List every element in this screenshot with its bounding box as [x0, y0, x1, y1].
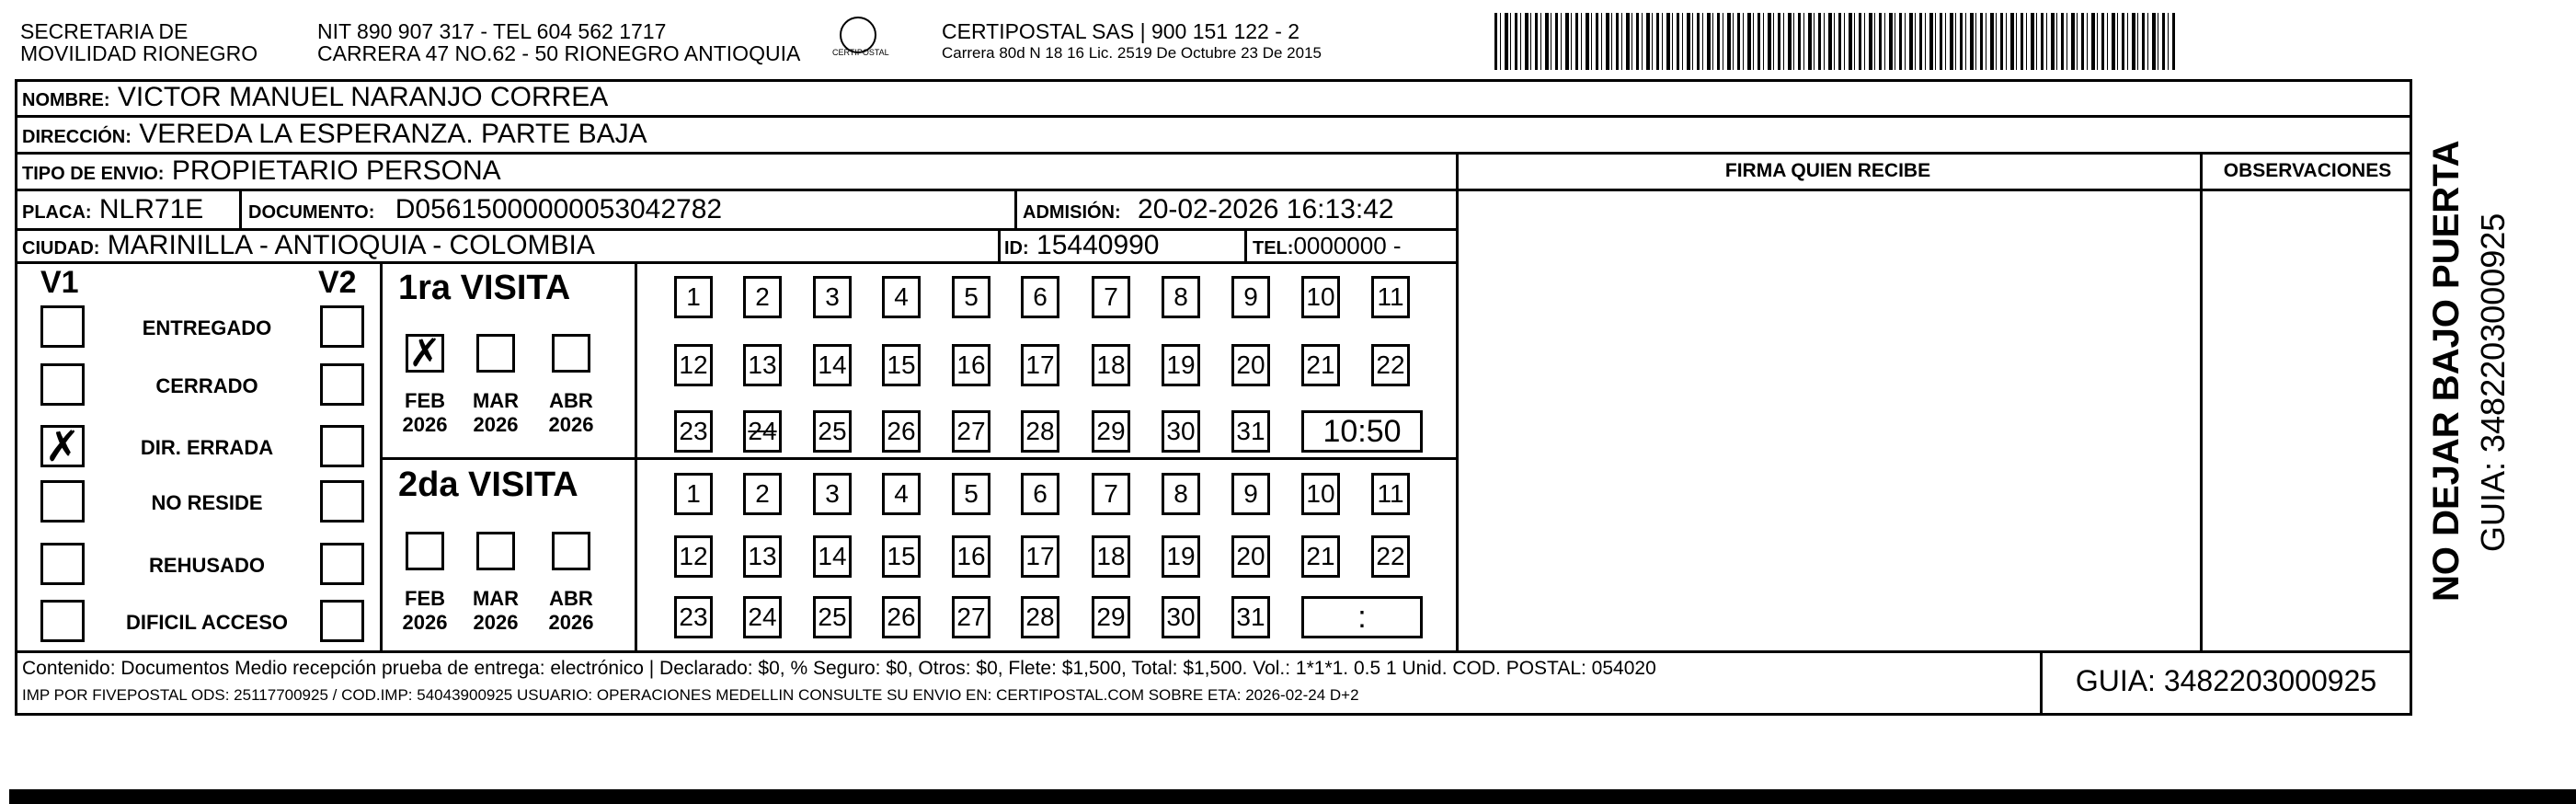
admision-field [1023, 193, 1394, 229]
day-box[interactable]: 8 [1162, 276, 1200, 318]
time-box[interactable]: 10:50 [1301, 410, 1423, 453]
month-name: FEB [405, 587, 445, 610]
id-value: 15440990 [1036, 230, 1160, 260]
logo-text: CERTIPOSTAL [832, 48, 889, 57]
day-box[interactable]: 31 [1231, 410, 1270, 453]
day-box[interactable]: 19 [1162, 344, 1200, 386]
day-box[interactable]: 21 [1301, 535, 1340, 578]
day-box[interactable]: 13 [743, 535, 782, 578]
month-checkbox[interactable] [476, 532, 515, 570]
day-box[interactable]: 16 [952, 535, 990, 578]
sender-line2: MOVILIDAD RIONEGRO [20, 41, 258, 65]
v2-checkbox[interactable] [320, 305, 364, 348]
day-box[interactable]: 28 [1021, 596, 1059, 638]
month-checkbox[interactable] [552, 334, 590, 373]
v2-checkbox[interactable] [320, 363, 364, 406]
ciudad-label: CIUDAD: [22, 238, 100, 258]
ciudad-field [22, 229, 595, 265]
col-divider [1014, 189, 1017, 228]
bottom-bar [9, 789, 2576, 804]
documento-field [248, 193, 722, 229]
reason-label: DIR. ERRADA [140, 436, 274, 459]
day-box[interactable]: 8 [1162, 473, 1200, 515]
day-box[interactable]: 3 [813, 473, 852, 515]
direccion-label: DIRECCIÓN: [22, 127, 132, 147]
month-checkbox[interactable]: ✗ [406, 334, 444, 373]
visit-divider [635, 457, 1457, 460]
id-field [1004, 229, 1160, 265]
day-box[interactable]: 11 [1371, 276, 1410, 318]
direccion-row [22, 118, 647, 154]
day-box[interactable]: 14 [813, 535, 852, 578]
v1-checkbox[interactable]: ✗ [40, 425, 85, 467]
nombre-label: NOMBRE: [22, 90, 110, 110]
v1-checkbox[interactable] [40, 543, 85, 585]
day-box[interactable]: 22 [1371, 535, 1410, 578]
month-year: 2026 [473, 413, 519, 436]
sender-contact [317, 20, 800, 64]
month-label [539, 587, 603, 635]
day-box[interactable]: 20 [1231, 535, 1270, 578]
month-name: ABR [549, 587, 593, 610]
observaciones-header: OBSERVACIONES [2223, 160, 2392, 181]
day-box[interactable]: 5 [952, 276, 990, 318]
month-checkbox[interactable] [476, 334, 515, 373]
nombre-value: VICTOR MANUEL NARANJO CORREA [117, 82, 609, 112]
month-name: MAR [472, 389, 520, 412]
side-warning: NO DEJAR BAJO PUERTA [2426, 140, 2467, 602]
v1-checkbox[interactable] [40, 600, 85, 642]
month-label [464, 587, 528, 635]
day-box[interactable]: 7 [1092, 276, 1130, 318]
month-name: ABR [549, 389, 593, 412]
documento-value: D05615000000053042782 [395, 194, 723, 224]
day-box[interactable]: 14 [813, 344, 852, 386]
v1-label: V1 [40, 265, 79, 300]
sender-line1: SECRETARIA DE [20, 19, 189, 43]
v1-checkbox[interactable] [40, 363, 85, 406]
day-box[interactable]: 10 [1301, 276, 1340, 318]
day-box[interactable]: 24 [743, 596, 782, 638]
day-box[interactable]: 5 [952, 473, 990, 515]
day-box[interactable]: 30 [1162, 410, 1200, 453]
first-visit-title: 1ra VISITA [398, 269, 571, 307]
month-name: FEB [405, 389, 445, 412]
day-box[interactable]: 16 [952, 344, 990, 386]
reason-label: CERRADO [155, 374, 258, 397]
day-box[interactable]: 1 [674, 276, 713, 318]
id-label: ID: [1004, 238, 1029, 258]
day-box[interactable]: 19 [1162, 535, 1200, 578]
month-checkbox[interactable] [406, 532, 444, 570]
day-box[interactable]: 25 [813, 410, 852, 453]
section-divider [635, 261, 637, 650]
month-year: 2026 [548, 611, 594, 634]
address-text: CARRERA 47 NO.62 - 50 RIONEGRO ANTIOQUIA [317, 41, 801, 65]
day-box[interactable]: 2 [743, 473, 782, 515]
nit-text: NIT 890 907 317 - TEL 604 562 1717 [317, 19, 667, 43]
carrier-text: CERTIPOSTAL SAS | 900 151 122 - 2 [942, 19, 1300, 43]
month-year: 2026 [402, 413, 448, 436]
day-box[interactable]: 4 [882, 473, 921, 515]
tel-label: TEL: [1253, 238, 1294, 258]
day-box[interactable]: 29 [1092, 410, 1130, 453]
col-divider [1244, 228, 1247, 261]
day-box[interactable]: 25 [813, 596, 852, 638]
month-label [393, 389, 457, 437]
time-box[interactable]: : [1301, 596, 1423, 638]
second-visit-title: 2da VISITA [398, 465, 578, 504]
license-text: Carrera 80d N 18 16 Lic. 2519 De Octubre 23 De 2015 [942, 44, 1322, 62]
v2-label: V2 [318, 265, 357, 300]
day-box[interactable]: 12 [674, 535, 713, 578]
day-box[interactable]: 21 [1301, 344, 1340, 386]
month-year: 2026 [473, 611, 519, 634]
day-box[interactable]: 31 [1231, 596, 1270, 638]
day-box[interactable]: 20 [1231, 344, 1270, 386]
day-box[interactable]: 9 [1231, 473, 1270, 515]
nombre-row [22, 81, 608, 117]
day-box[interactable]: 11 [1371, 473, 1410, 515]
month-year: 2026 [548, 413, 594, 436]
contenido-text: Contenido: Documentos Medio recepción prueba de entrega: electrónico | Declarado: $0, % Seguro: $0, Otros: $0, Flete: $1,500, Total: $1,500. Vol.: 1*1*1. 0.5 1 Unid. COD. POSTAL: 054020 [22, 658, 1656, 679]
day-box[interactable]: 29 [1092, 596, 1130, 638]
month-year: 2026 [402, 611, 448, 634]
day-box[interactable]: 3 [813, 276, 852, 318]
day-box[interactable]: 27 [952, 596, 990, 638]
day-box[interactable]: 7 [1092, 473, 1130, 515]
ciudad-value: MARINILLA - ANTIOQUIA - COLOMBIA [107, 230, 595, 260]
tel-value: 0000000 - [1293, 232, 1402, 259]
tipo-label: TIPO DE ENVIO: [22, 164, 165, 184]
placa-field [22, 193, 203, 229]
month-label [464, 389, 528, 437]
day-box[interactable]: 22 [1371, 344, 1410, 386]
day-box[interactable]: 6 [1021, 276, 1059, 318]
v2-checkbox[interactable] [320, 425, 364, 467]
col-divider [239, 189, 242, 228]
direccion-value: VEREDA LA ESPERANZA. PARTE BAJA [139, 119, 647, 149]
v1-checkbox[interactable] [40, 305, 85, 348]
day-box[interactable]: 1 [674, 473, 713, 515]
footer-guia: GUIA: 3482203000925 [2075, 664, 2377, 697]
day-box[interactable]: 10 [1301, 473, 1340, 515]
reason-label: NO RESIDE [151, 491, 263, 514]
day-box[interactable]: 23 [674, 410, 713, 453]
barcode [1494, 13, 2175, 70]
day-box[interactable]: 26 [882, 410, 921, 453]
footer-divider [15, 650, 2412, 653]
day-box[interactable]: 30 [1162, 596, 1200, 638]
imp-text: IMP POR FIVEPOSTAL ODS: 25117700925 / COD.IMP: 54043900925 USUARIO: OPERACIONES MEDELLIN CONSULTE SU ENVIO EN: CERTIPOSTAL.COM SOBRE ETA: 2026-02-24 D+2 [22, 686, 1359, 704]
side-guia: GUIA: 3482203000925 [2474, 212, 2512, 552]
placa-value: NLR71E [98, 194, 204, 224]
month-name: MAR [472, 587, 520, 610]
v2-checkbox[interactable] [320, 600, 364, 642]
firma-header: FIRMA QUIEN RECIBE [1724, 160, 1931, 181]
visit-divider [380, 457, 635, 460]
day-box[interactable]: 18 [1092, 344, 1130, 386]
v1-checkbox[interactable] [40, 480, 85, 523]
reason-label: REHUSADO [149, 554, 265, 577]
day-box[interactable]: 9 [1231, 276, 1270, 318]
tipo-row [22, 155, 501, 190]
day-box[interactable]: 2 [743, 276, 782, 318]
col-divider [1456, 152, 1459, 650]
day-box[interactable]: 15 [882, 535, 921, 578]
carrier-info [942, 20, 1322, 64]
day-box[interactable]: 27 [952, 410, 990, 453]
day-box[interactable]: 23 [674, 596, 713, 638]
documento-label: DOCUMENTO: [248, 202, 375, 223]
day-box[interactable]: 4 [882, 276, 921, 318]
v2-checkbox[interactable] [320, 543, 364, 585]
section-divider [380, 261, 383, 650]
day-box[interactable]: 26 [882, 596, 921, 638]
day-box[interactable]: 17 [1021, 344, 1059, 386]
month-checkbox[interactable] [552, 532, 590, 570]
admision-label: ADMISIÓN: [1023, 202, 1121, 223]
col-divider [998, 228, 1001, 261]
sender-name [20, 20, 258, 64]
day-box[interactable]: 6 [1021, 473, 1059, 515]
day-box[interactable]: 17 [1021, 535, 1059, 578]
admision-value: 20-02-2026 16:13:42 [1138, 194, 1394, 224]
day-box[interactable]: 28 [1021, 410, 1059, 453]
tipo-value: PROPIETARIO PERSONA [171, 155, 501, 186]
day-box[interactable]: 12 [674, 344, 713, 386]
day-box[interactable]: 18 [1092, 535, 1130, 578]
day-box[interactable]: 24 [743, 410, 782, 453]
reason-label: ENTREGADO [142, 316, 272, 339]
month-label [539, 389, 603, 437]
tel-field [1253, 229, 1402, 265]
month-label [393, 587, 457, 635]
v2-checkbox[interactable] [320, 480, 364, 523]
day-box[interactable]: 13 [743, 344, 782, 386]
placa-label: PLACA: [22, 202, 92, 223]
reason-label: DIFICIL ACCESO [125, 611, 288, 634]
col-divider [2200, 152, 2203, 650]
day-box[interactable]: 15 [882, 344, 921, 386]
